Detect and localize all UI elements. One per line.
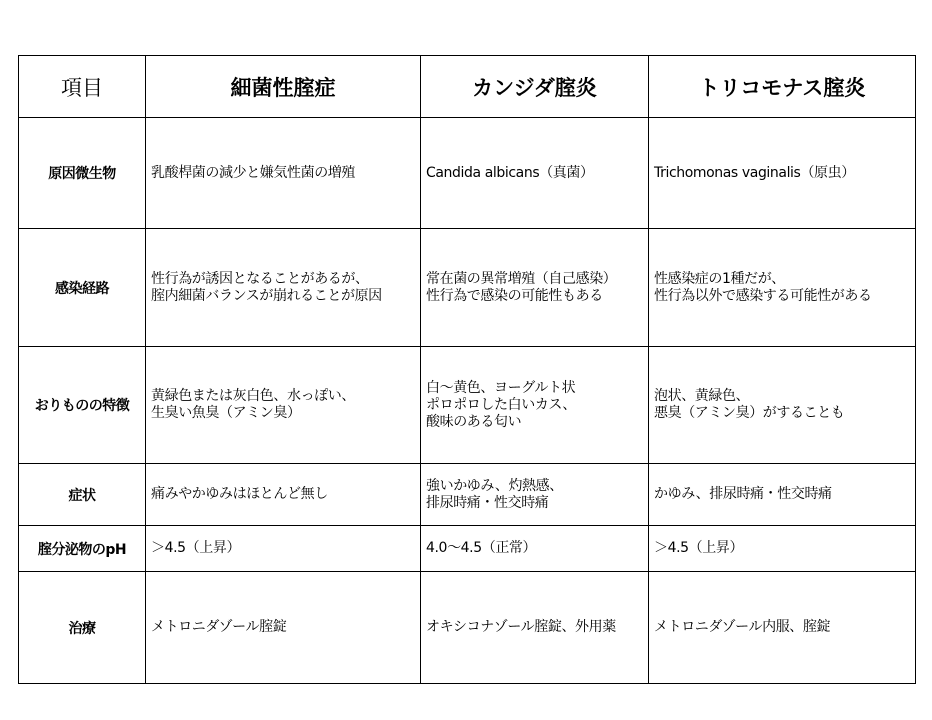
table-row <box>19 347 916 464</box>
cell-line: 痛みやかゆみはほとんど無し <box>151 486 328 502</box>
row-label-treatment: 治療 <box>19 572 146 684</box>
comparison-table <box>18 55 916 684</box>
row-label-route: 感染経路 <box>19 229 146 347</box>
table-cell <box>146 229 421 347</box>
table-cell <box>146 118 421 229</box>
cell-line: 生臭い魚臭（アミン臭） <box>151 405 301 421</box>
cell-line: 黄緑色または灰白色、水っぽい、 <box>151 388 355 404</box>
row-label-symptoms: 症状 <box>19 464 146 526</box>
table-row <box>19 229 916 347</box>
cell-line: Candida albicans（真菌） <box>426 164 594 181</box>
header-trichomonas-vaginitis: トリコモナス腟炎 <box>649 56 916 118</box>
cell-line: 白～黄色、ヨーグルト状 <box>426 379 576 396</box>
table-cell <box>421 572 649 684</box>
table-cell <box>146 572 421 684</box>
table-cell <box>649 118 916 229</box>
cell-line: 性感染症の1種だが、 <box>654 270 785 287</box>
table-cell <box>146 347 421 464</box>
row-label-cause: 原因微生物 <box>19 118 146 229</box>
cell-line: 腟内細菌バランスが崩れることが原因 <box>151 287 382 304</box>
header-bacterial-vaginosis: 細菌性腟症 <box>146 56 421 118</box>
table-cell <box>649 347 916 464</box>
cell-line: 強いかゆみ、灼熱感、 <box>426 477 563 494</box>
table-cell <box>421 464 649 526</box>
header-candida-vaginitis: カンジダ腟炎 <box>421 56 649 118</box>
cell-line: メトロニダゾール腟錠 <box>151 619 287 635</box>
table-row <box>19 118 916 229</box>
cell-line: 酸味のある匂い <box>426 413 522 430</box>
table-cell <box>421 526 649 572</box>
table-cell <box>649 572 916 684</box>
table-cell <box>421 229 649 347</box>
table-row <box>19 464 916 526</box>
header-row <box>19 56 916 118</box>
row-label-ph: 腟分泌物のpH <box>19 526 146 572</box>
cell-line: 性行為で感染の可能性もある <box>426 287 603 304</box>
cell-line: ＞4.5（上昇） <box>654 540 744 556</box>
table-row <box>19 526 916 572</box>
cell-line: 乳酸桿菌の減少と嫌気性菌の増殖 <box>151 164 355 181</box>
row-label-discharge: おりものの特徴 <box>19 347 146 464</box>
table-cell <box>649 229 916 347</box>
table-cell <box>146 464 421 526</box>
cell-line: 4.0～4.5（正常） <box>426 540 537 556</box>
cell-line: 常在菌の異常増殖（自己感染） <box>426 270 617 287</box>
cell-line: かゆみ、排尿時痛・性交時痛 <box>654 486 832 502</box>
table-cell <box>649 464 916 526</box>
cell-line: 泡状、黄緑色、 <box>654 388 750 404</box>
table-cell <box>146 526 421 572</box>
table-cell <box>421 347 649 464</box>
cell-line: 性行為以外で感染する可能性がある <box>654 287 872 304</box>
cell-line: Trichomonas vaginalis（原虫） <box>654 164 855 181</box>
cell-line: オキシコナゾール腟錠、外用薬 <box>426 619 616 635</box>
table-cell <box>421 118 649 229</box>
cell-line: ＞4.5（上昇） <box>151 540 241 556</box>
cell-line: 排尿時痛・性交時痛 <box>426 494 549 511</box>
cell-line: 性行為が誘因となることがあるが、 <box>151 270 369 287</box>
header-item: 項目 <box>19 56 146 118</box>
cell-line: ポロポロした白いカス、 <box>426 396 577 413</box>
table-cell <box>649 526 916 572</box>
cell-line: 悪臭（アミン臭）がすることも <box>654 405 845 421</box>
cell-line: メトロニダゾール内服、腟錠 <box>654 619 831 635</box>
table-row <box>19 572 916 684</box>
